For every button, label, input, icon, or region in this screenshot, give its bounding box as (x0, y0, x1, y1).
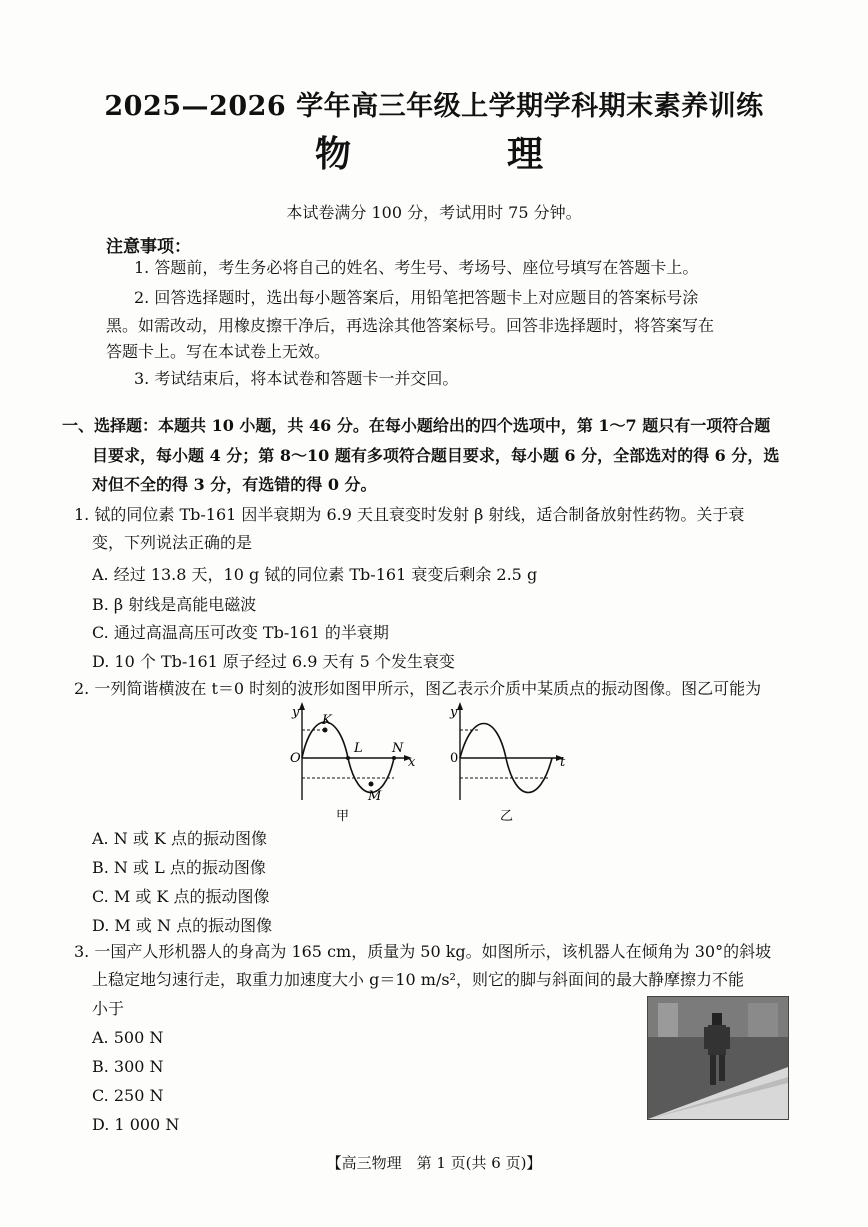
origin-label: 0 (450, 751, 459, 766)
wave-figure-jia (280, 700, 430, 822)
notice-line: 答题卡上。写在本试卷上无效。 (106, 342, 331, 361)
notice-line: 黑。如需改动，用橡皮擦干净后，再选涂其他答案标号。回答非选择题时，将答案写在 (106, 316, 715, 335)
robot-on-slope-image (648, 997, 788, 1119)
question-3-option-b: B. 300 N (92, 1057, 164, 1076)
question-3-stem: 3. 一国产人形机器人的身高为 165 cm，质量为 50 kg。如图所示，该机器人在倾角为 30°的斜坡 (74, 942, 772, 961)
section-instruction: 一、选择题：本题共 10 小题，共 46 分。在每小题给出的四个选项中，第 1～7 题只有一项符合题 (62, 416, 771, 435)
notice-line: 1. 答题前，考生务必将自己的姓名、考生号、考场号、座位号填写在答题卡上。 (134, 258, 699, 277)
section-instruction: 目要求，每小题 4 分；第 8～10 题有多项符合题目要求，每小题 6 分，全部选对的得 6 分，选 (92, 446, 780, 465)
notice-line: 3. 考试结束后，将本试卷和答题卡一并交回。 (134, 369, 459, 388)
question-1-stem: 变，下列说法正确的是 (92, 533, 253, 552)
notice-line: 2. 回答选择题时，选出每小题答案后，用铅笔把答题卡上对应题目的答案标号涂 (134, 288, 699, 307)
question-2-option-d: D. M 或 N 点的振动图像 (92, 916, 273, 935)
y-axis-label: y (292, 705, 300, 720)
question-2-stem: 2. 一列简谐横波在 t＝0 时刻的波形如图甲所示，图乙表示介质中某质点的振动图像。图乙可能为 (74, 679, 762, 698)
question-2-option-c: C. M 或 K 点的振动图像 (92, 887, 270, 906)
x-axis-label: x (408, 755, 416, 770)
figure-caption-jia: 甲 (336, 809, 350, 822)
section-instruction: 对但不全的得 3 分，有选错的得 0 分。 (92, 475, 377, 494)
question-1-option-a: A. 经过 13.8 天，10 g 铽的同位素 Tb-161 衰变后剩余 2.5 g (92, 565, 538, 584)
question-3-stem: 上稳定地匀速行走，取重力加速度大小 g＝10 m/s²，则它的脚与斜面间的最大静摩擦力不能 (92, 970, 744, 989)
point-m-label: M (368, 789, 382, 804)
figure-caption-yi: 乙 (500, 809, 514, 822)
question-3-stem: 小于 (92, 999, 125, 1018)
origin-label: O (290, 751, 301, 766)
point-l-label: L (354, 741, 363, 756)
robot-photo (647, 996, 789, 1120)
point-k-label: K (322, 713, 332, 728)
t-axis-label: t (560, 755, 566, 770)
question-1-option-d: D. 10 个 Tb-161 原子经过 6.9 天有 5 个发生衰变 (92, 652, 455, 671)
point-n-label: N (392, 741, 404, 756)
exam-intro: 本试卷满分 100 分，考试用时 75 分钟。 (286, 203, 582, 222)
question-1-option-c: C. 通过高温高压可改变 Tb-161 的半衰期 (92, 623, 389, 642)
exam-title: 2025—2026 学年高三年级上学期学科期末素养训练 (104, 91, 764, 122)
question-2-option-a: A. N 或 K 点的振动图像 (92, 829, 267, 848)
question-1-stem: 1. 铽的同位素 Tb-161 因半衰期为 6.9 天且衰变时发射 β 射线，适合制备放射性药物。关于衰 (74, 505, 745, 524)
subject-title: 物 理 (314, 133, 603, 175)
question-1-option-b: B. β 射线是高能电磁波 (92, 595, 257, 614)
y-axis-label: y (450, 705, 458, 720)
question-3-option-d: D. 1 000 N (92, 1115, 180, 1134)
notice-heading: 注意事项： (106, 237, 191, 257)
vibration-figure-yi (440, 700, 580, 822)
question-3-option-a: A. 500 N (92, 1028, 164, 1047)
question-3-option-c: C. 250 N (92, 1086, 164, 1105)
question-2-option-b: B. N 或 L 点的振动图像 (92, 858, 266, 877)
page-footer: 【高三物理 第 1 页(共 6 页)】 (326, 1154, 542, 1172)
